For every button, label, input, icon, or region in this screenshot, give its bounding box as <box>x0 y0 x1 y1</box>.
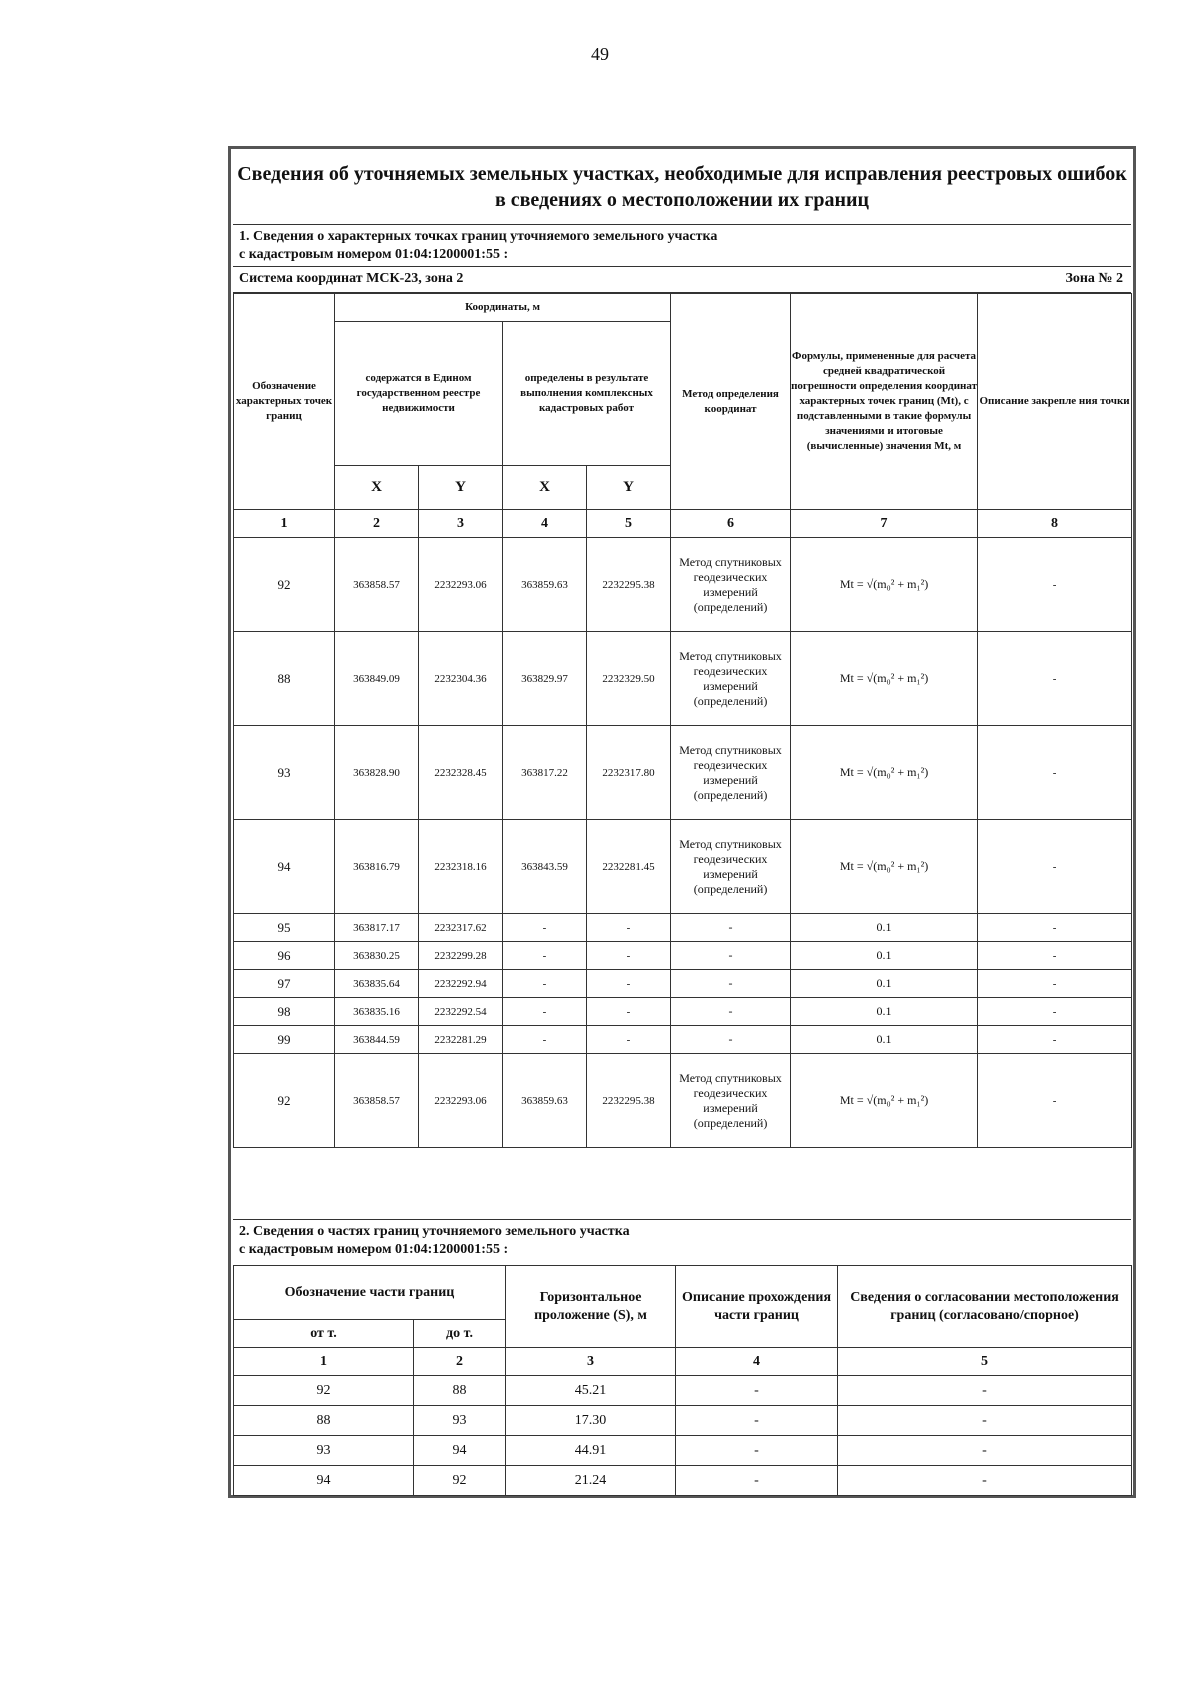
section1-heading-line2: с кадастровым номером 01:04:1200001:55 : <box>239 247 509 262</box>
col-number: 7 <box>791 510 978 538</box>
to-point-cell: 93 <box>414 1406 506 1436</box>
description-cell: - <box>978 632 1132 726</box>
coord-system-row <box>233 267 1131 293</box>
col-number: 5 <box>838 1348 1132 1376</box>
description-cell: - <box>978 538 1132 632</box>
point-cell: 92 <box>234 1054 335 1148</box>
parts-table <box>233 1265 1132 1496</box>
point-cell: 98 <box>234 998 335 1026</box>
point-cell: 95 <box>234 914 335 942</box>
y-egrn-cell: 2232292.54 <box>419 998 503 1026</box>
col-number: 1 <box>234 1348 414 1376</box>
formula-cell: 0.1 <box>791 914 978 942</box>
x-defined-cell: 363829.97 <box>503 632 587 726</box>
parts-table-body <box>234 1376 1132 1496</box>
formula-cell: 0.1 <box>791 1026 978 1054</box>
col-number: 8 <box>978 510 1132 538</box>
col-number: 2 <box>335 510 419 538</box>
header-x1: X <box>335 466 419 510</box>
agreement-cell: - <box>838 1376 1132 1406</box>
col-number: 3 <box>506 1348 676 1376</box>
description-cell: - <box>978 942 1132 970</box>
col-number: 4 <box>503 510 587 538</box>
table-row <box>234 970 1132 998</box>
table-row <box>234 1026 1132 1054</box>
x-egrn-cell: 363849.09 <box>335 632 419 726</box>
to-point-cell: 94 <box>414 1436 506 1466</box>
length-cell: 21.24 <box>506 1466 676 1496</box>
x-defined-cell: 363859.63 <box>503 538 587 632</box>
y-defined-cell: - <box>587 970 671 998</box>
section1-heading <box>233 225 1131 267</box>
table-row <box>234 1436 1132 1466</box>
y-defined-cell: - <box>587 914 671 942</box>
table-row <box>234 820 1132 914</box>
from-point-cell: 93 <box>234 1436 414 1466</box>
agreement-cell: - <box>838 1466 1132 1496</box>
description-cell: - <box>978 914 1132 942</box>
y-defined-cell: 2232329.50 <box>587 632 671 726</box>
x-egrn-cell: 363858.57 <box>335 538 419 632</box>
x-defined-cell: - <box>503 970 587 998</box>
agreement-cell: - <box>838 1406 1132 1436</box>
y-egrn-cell: 2232318.16 <box>419 820 503 914</box>
x-egrn-cell: 363817.17 <box>335 914 419 942</box>
page-number: 49 <box>591 44 609 64</box>
header-coords: Координаты, м <box>335 294 671 322</box>
method-cell: - <box>671 970 791 998</box>
length-cell: 17.30 <box>506 1406 676 1436</box>
from-point-cell: 88 <box>234 1406 414 1436</box>
from-point-cell: 92 <box>234 1376 414 1406</box>
method-cell: Метод спутниковых геодезических измерений (определений) <box>671 1054 791 1148</box>
y-defined-cell: 2232295.38 <box>587 1054 671 1148</box>
table-row <box>234 1054 1132 1148</box>
from-point-cell: 94 <box>234 1466 414 1496</box>
header-description: Описание закрепле ния точки <box>978 294 1132 510</box>
method-cell: - <box>671 998 791 1026</box>
points-table <box>233 293 1132 1148</box>
header-formula: Формулы, примененные для расчета средней квадратической погрешности определения координат характерных точек границ (Mt), с подставленными в такие формулы значениями и итоговые (вычисленные) значения Mt, м <box>791 294 978 510</box>
table-row <box>234 632 1132 726</box>
y-egrn-cell: 2232293.06 <box>419 1054 503 1148</box>
description-cell: - <box>978 726 1132 820</box>
coord-system: Система координат МСК-23, зона 2 <box>239 271 464 286</box>
method-cell: Метод спутниковых геодезических измерений (определений) <box>671 726 791 820</box>
description-cell: - <box>978 1054 1132 1148</box>
description-cell: - <box>978 970 1132 998</box>
formula-cell: 0.1 <box>791 942 978 970</box>
formula-cell: Mt = √(m₀² + m₁²) <box>791 820 978 914</box>
y-egrn-cell: 2232299.28 <box>419 942 503 970</box>
description-cell: - <box>978 820 1132 914</box>
table-row <box>234 538 1132 632</box>
header-x2: X <box>503 466 587 510</box>
description-cell: - <box>978 998 1132 1026</box>
header-y2: Y <box>587 466 671 510</box>
x-egrn-cell: 363816.79 <box>335 820 419 914</box>
x-defined-cell: 363859.63 <box>503 1054 587 1148</box>
point-cell: 94 <box>234 820 335 914</box>
y-defined-cell: 2232317.80 <box>587 726 671 820</box>
section1-heading-line1: 1. Сведения о характерных точках границ уточняемого земельного участка <box>239 229 718 244</box>
header-length: Горизонтальное проложение (S), м <box>506 1266 676 1348</box>
y-egrn-cell: 2232292.94 <box>419 970 503 998</box>
header-point: Обозначение характерных точек границ <box>234 294 335 510</box>
col-number: 1 <box>234 510 335 538</box>
section2-heading-line1: 2. Сведения о частях границ уточняемого земельного участка <box>239 1224 630 1239</box>
x-egrn-cell: 363835.16 <box>335 998 419 1026</box>
to-point-cell: 88 <box>414 1376 506 1406</box>
point-cell: 93 <box>234 726 335 820</box>
col-number: 2 <box>414 1348 506 1376</box>
agreement-cell: - <box>838 1436 1132 1466</box>
header-from: от т. <box>234 1320 414 1348</box>
point-cell: 99 <box>234 1026 335 1054</box>
document-title: Сведения об уточняемых земельных участках, необходимые для исправления реестровых ошибок в сведениях о местоположении их границ <box>233 151 1131 225</box>
table-row <box>234 914 1132 942</box>
header-passage: Описание прохождения части границ <box>676 1266 838 1348</box>
y-defined-cell: - <box>587 942 671 970</box>
y-egrn-cell: 2232293.06 <box>419 538 503 632</box>
formula-cell: 0.1 <box>791 998 978 1026</box>
table-row <box>234 1466 1132 1496</box>
method-cell: Метод спутниковых геодезических измерений (определений) <box>671 538 791 632</box>
document-frame <box>228 146 1136 1498</box>
x-defined-cell: - <box>503 1026 587 1054</box>
y-egrn-cell: 2232281.29 <box>419 1026 503 1054</box>
passage-cell: - <box>676 1466 838 1496</box>
section2-heading <box>233 1219 1131 1265</box>
point-cell: 97 <box>234 970 335 998</box>
x-egrn-cell: 363844.59 <box>335 1026 419 1054</box>
method-cell: - <box>671 942 791 970</box>
col-number: 4 <box>676 1348 838 1376</box>
y-egrn-cell: 2232317.62 <box>419 914 503 942</box>
length-cell: 45.21 <box>506 1376 676 1406</box>
x-defined-cell: - <box>503 942 587 970</box>
x-egrn-cell: 363835.64 <box>335 970 419 998</box>
method-cell: - <box>671 914 791 942</box>
col-number: 5 <box>587 510 671 538</box>
y-defined-cell: - <box>587 1026 671 1054</box>
y-defined-cell: - <box>587 998 671 1026</box>
points-table-body <box>234 538 1132 1148</box>
y-defined-cell: 2232295.38 <box>587 538 671 632</box>
point-cell: 92 <box>234 538 335 632</box>
header-egrn: содержатся в Едином государственном реестре недвижимости <box>335 322 503 466</box>
point-cell: 88 <box>234 632 335 726</box>
table-row <box>234 1406 1132 1436</box>
x-egrn-cell: 363858.57 <box>335 1054 419 1148</box>
x-defined-cell: 363817.22 <box>503 726 587 820</box>
col-number: 3 <box>419 510 503 538</box>
to-point-cell: 92 <box>414 1466 506 1496</box>
y-egrn-cell: 2232328.45 <box>419 726 503 820</box>
formula-cell: Mt = √(m₀² + m₁²) <box>791 538 978 632</box>
table-row <box>234 1376 1132 1406</box>
table-row <box>234 942 1132 970</box>
x-defined-cell: - <box>503 998 587 1026</box>
col-number: 6 <box>671 510 791 538</box>
header-method: Метод определения координат <box>671 294 791 510</box>
passage-cell: - <box>676 1436 838 1466</box>
header-defined: определены в результате выполнения комплексных кадастровых работ <box>503 322 671 466</box>
section2-heading-line2: с кадастровым номером 01:04:1200001:55 : <box>239 1242 509 1257</box>
point-cell: 96 <box>234 942 335 970</box>
formula-cell: Mt = √(m₀² + m₁²) <box>791 726 978 820</box>
header-part: Обозначение части границ <box>234 1266 506 1320</box>
header-agreement: Сведения о согласовании местоположения границ (согласовано/спорное) <box>838 1266 1132 1348</box>
passage-cell: - <box>676 1376 838 1406</box>
x-defined-cell: 363843.59 <box>503 820 587 914</box>
x-egrn-cell: 363828.90 <box>335 726 419 820</box>
zone-label: Зона № 2 <box>1065 271 1123 286</box>
header-to: до т. <box>414 1320 506 1348</box>
method-cell: Метод спутниковых геодезических измерений (определений) <box>671 820 791 914</box>
length-cell: 44.91 <box>506 1436 676 1466</box>
y-egrn-cell: 2232304.36 <box>419 632 503 726</box>
x-egrn-cell: 363830.25 <box>335 942 419 970</box>
y-defined-cell: 2232281.45 <box>587 820 671 914</box>
formula-cell: Mt = √(m₀² + m₁²) <box>791 1054 978 1148</box>
method-cell: - <box>671 1026 791 1054</box>
formula-cell: 0.1 <box>791 970 978 998</box>
table-row <box>234 998 1132 1026</box>
passage-cell: - <box>676 1406 838 1436</box>
header-y1: Y <box>419 466 503 510</box>
x-defined-cell: - <box>503 914 587 942</box>
method-cell: Метод спутниковых геодезических измерений (определений) <box>671 632 791 726</box>
table-row <box>234 726 1132 820</box>
description-cell: - <box>978 1026 1132 1054</box>
formula-cell: Mt = √(m₀² + m₁²) <box>791 632 978 726</box>
